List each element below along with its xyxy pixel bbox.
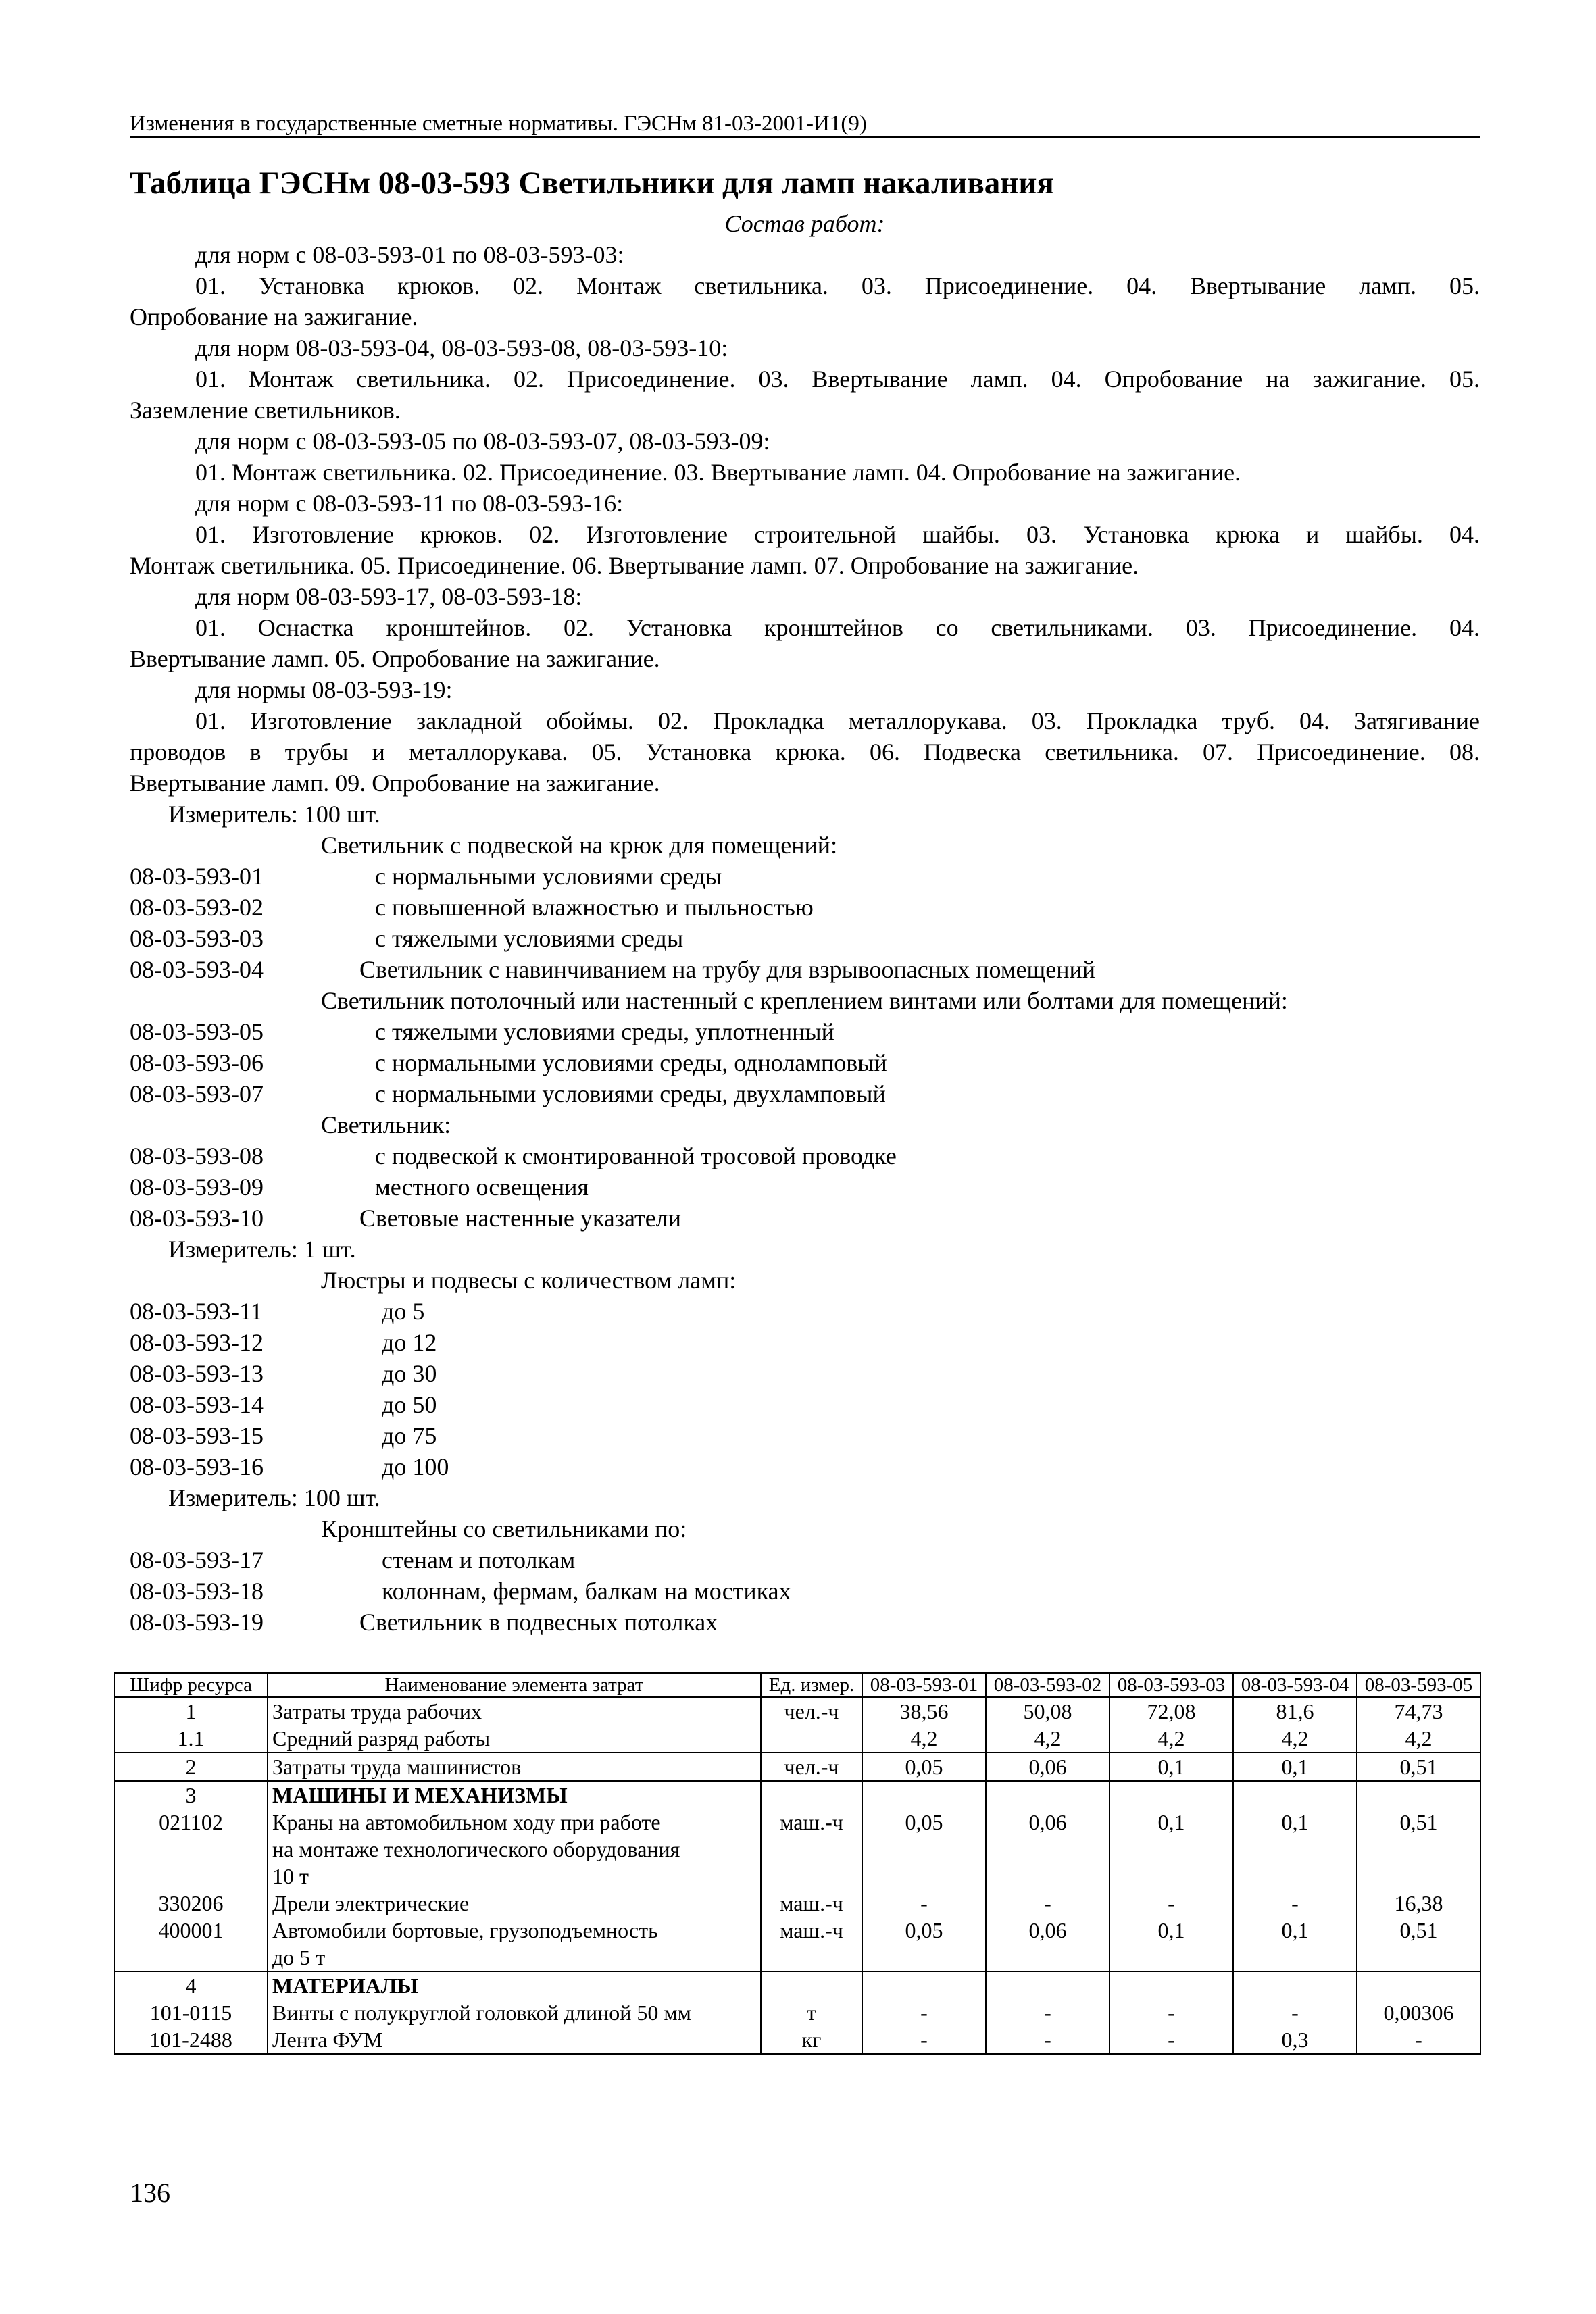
work-group-applies-to: для норм 08-03-593-17, 08-03-593-18:	[195, 583, 582, 610]
cell-value: 0,06	[986, 1917, 1109, 1971]
norm-row	[130, 892, 1480, 923]
section-title: МАШИНЫ И МЕХАНИЗМЫ	[268, 1781, 761, 1809]
norm-code: 08-03-593-06	[130, 1049, 264, 1076]
norm-name: с нормальными условиями среды	[375, 863, 722, 890]
cell-value	[1233, 1971, 1357, 1999]
header-rule	[130, 136, 1480, 138]
resource-table	[114, 1672, 1481, 2055]
cell-name	[268, 1809, 761, 1890]
header-norm: 08-03-593-01	[862, 1673, 986, 1697]
cell-value: 0,1	[1233, 1809, 1357, 1890]
work-group-applies-to: для нормы 08-03-593-19:	[195, 676, 453, 703]
norm-name: Светильник в подвесных потолках	[359, 1609, 718, 1636]
cell-value	[1109, 1971, 1233, 1999]
work-group-text	[130, 270, 1480, 332]
measure-unit: Измеритель: 100 шт.	[168, 801, 380, 828]
norm-name: до 30	[382, 1360, 437, 1387]
norm-row	[130, 1296, 1480, 1327]
cell-value: -	[986, 1890, 1109, 1917]
cell-unit	[761, 1971, 862, 1999]
work-line: 01. Монтаж светильника. 02. Присоединение. 03. Ввертывание ламп. 04. Опробование на зажигание.	[195, 459, 1241, 486]
cell-value: 0,3	[1233, 2026, 1357, 2054]
norm-name: Светильник с навинчиванием на трубу для взрывоопасных помещений	[359, 956, 1096, 983]
work-line: Ввертывание ламп. 09. Опробование на зажигание.	[130, 770, 660, 797]
cell-value	[1109, 1781, 1233, 1809]
table-section-row	[114, 1781, 1480, 1809]
cell-code: 330206	[114, 1890, 268, 1917]
header-name: Наименование элемента затрат	[268, 1673, 761, 1697]
cell-code: 101-0115	[114, 1999, 268, 2026]
norm-subheading: Люстры и подвесы с количеством ламп:	[321, 1267, 737, 1294]
cell-value: 0,1	[1109, 1917, 1233, 1971]
norm-row	[130, 1016, 1480, 1047]
cell-name: Лента ФУМ	[268, 2026, 761, 2054]
norm-name: до 100	[382, 1453, 449, 1480]
cell-name-line: на монтаже технологического оборудования	[272, 1837, 680, 1861]
table-title: Таблица ГЭСНм 08-03-593 Светильники для ламп накаливания	[130, 166, 1054, 201]
norm-row	[130, 1451, 1480, 1482]
cell-name-line: 10 т	[272, 1864, 309, 1888]
work-line: проводов в трубы и металлорукава. 05. Установка крюка. 06. Подвеска светильника. 07. Присоединение. 08.	[130, 738, 1480, 765]
norm-code: 08-03-593-05	[130, 1018, 264, 1045]
cell-unit: т	[761, 1999, 862, 2026]
cell-value: 0,1	[1109, 1753, 1233, 1781]
cell-unit: кг	[761, 2026, 862, 2054]
norm-row	[130, 1420, 1480, 1451]
cell-unit: маш.-ч	[761, 1809, 862, 1890]
work-group-text	[130, 363, 1480, 426]
cell-value: 0,51	[1357, 1753, 1480, 1781]
norm-name: с подвеской к смонтированной тросовой проводке	[375, 1142, 897, 1169]
body-text	[130, 208, 1480, 1638]
norm-row	[130, 1544, 1480, 1576]
norm-row	[130, 1140, 1480, 1172]
cell-value: 0,1	[1109, 1809, 1233, 1890]
cell-value: 0,05	[862, 1809, 986, 1890]
norm-code: 08-03-593-02	[130, 894, 264, 921]
cell-code: 4	[114, 1971, 268, 1999]
norm-name: с тяжелыми условиями среды	[375, 925, 684, 952]
table-row	[114, 1697, 1480, 1725]
cell-value	[1233, 1781, 1357, 1809]
cell-value: 4,2	[1233, 1725, 1357, 1753]
cell-code: 021102	[114, 1809, 268, 1890]
norm-code: 08-03-593-01	[130, 863, 264, 890]
norm-code: 08-03-593-08	[130, 1142, 264, 1169]
cell-unit: чел.-ч	[761, 1753, 862, 1781]
header-norm: 08-03-593-05	[1357, 1673, 1480, 1697]
norm-row	[130, 1047, 1480, 1078]
cell-unit	[761, 1781, 862, 1809]
cell-value: -	[986, 2026, 1109, 2054]
cell-name-line: Автомобили бортовые, грузоподъемность	[272, 1918, 658, 1942]
cell-value: -	[1109, 1999, 1233, 2026]
norm-row	[130, 861, 1480, 892]
table-row	[114, 1917, 1480, 1971]
norm-code: 08-03-593-04	[130, 956, 264, 983]
norm-code: 08-03-593-07	[130, 1080, 264, 1107]
norm-subheading: Светильник:	[321, 1111, 451, 1138]
norm-name: до 75	[382, 1422, 437, 1449]
work-line: Заземление светильников.	[130, 397, 401, 424]
table-row	[114, 1890, 1480, 1917]
work-group-applies-to: для норм с 08-03-593-01 по 08-03-593-03:	[195, 241, 624, 268]
norm-row	[130, 1576, 1480, 1607]
norm-code: 08-03-593-13	[130, 1360, 264, 1387]
cell-unit: чел.-ч	[761, 1697, 862, 1725]
cell-value: -	[1233, 1999, 1357, 2026]
norm-code: 08-03-593-15	[130, 1422, 264, 1449]
norm-code: 08-03-593-10	[130, 1205, 264, 1232]
cell-value: 50,08	[986, 1697, 1109, 1725]
norm-row	[130, 1358, 1480, 1389]
work-group-text	[130, 612, 1480, 674]
table-row	[114, 2026, 1480, 2054]
table-row	[114, 1999, 1480, 2026]
cell-name: Средний разряд работы	[268, 1725, 761, 1753]
cell-value: -	[1233, 1890, 1357, 1917]
norm-name: с повышенной влажностью и пыльностью	[375, 894, 814, 921]
cell-unit: маш.-ч	[761, 1890, 862, 1917]
measure-unit: Измеритель: 100 шт.	[168, 1484, 380, 1511]
work-line: 01. Изготовление крюков. 02. Изготовление строительной шайбы. 03. Установка крюка и шайбы. 04.	[195, 521, 1480, 548]
norm-name: до 5	[382, 1298, 425, 1325]
cell-value: 0,1	[1233, 1753, 1357, 1781]
norm-code: 08-03-593-18	[130, 1578, 264, 1605]
cell-value	[862, 1781, 986, 1809]
header-code: Шифр ресурса	[114, 1673, 268, 1697]
norm-row	[130, 1203, 1480, 1234]
cell-code: 400001	[114, 1917, 268, 1971]
norm-subheading: Светильник потолочный или настенный с креплением винтами или болтами для помещений:	[321, 987, 1288, 1014]
norm-code: 08-03-593-09	[130, 1174, 264, 1201]
cell-value: 4,2	[862, 1725, 986, 1753]
norm-subheading: Кронштейны со светильниками по:	[321, 1515, 687, 1542]
cell-value: -	[862, 1890, 986, 1917]
cell-value: 4,2	[986, 1725, 1109, 1753]
cell-value: 0,51	[1357, 1917, 1480, 1971]
table-header-row	[114, 1673, 1480, 1697]
norm-row	[130, 923, 1480, 954]
cell-value: 4,2	[1109, 1725, 1233, 1753]
norm-row	[130, 954, 1480, 985]
work-line: 01. Оснастка кронштейнов. 02. Установка кронштейнов со светильниками. 03. Присоединение. 04.	[195, 614, 1480, 641]
norm-row	[130, 1327, 1480, 1358]
norm-row	[130, 1078, 1480, 1109]
norm-code: 08-03-593-12	[130, 1329, 264, 1356]
work-composition-heading: Состав работ:	[724, 210, 885, 237]
table-row	[114, 1753, 1480, 1781]
table-row	[114, 1809, 1480, 1890]
norm-row	[130, 1389, 1480, 1420]
cell-value: 0,06	[986, 1753, 1109, 1781]
cell-unit	[761, 1725, 862, 1753]
work-line: Ввертывание ламп. 05. Опробование на зажигание.	[130, 645, 660, 672]
norm-name: колоннам, фермам, балкам на мостиках	[382, 1578, 791, 1605]
measure-unit: Измеритель: 1 шт.	[168, 1236, 356, 1263]
norm-code: 08-03-593-16	[130, 1453, 264, 1480]
cell-value	[986, 1781, 1109, 1809]
norm-code: 08-03-593-11	[130, 1298, 263, 1325]
header-norm: 08-03-593-02	[986, 1673, 1109, 1697]
cell-code: 101-2488	[114, 2026, 268, 2054]
header-norm: 08-03-593-03	[1109, 1673, 1233, 1697]
cell-value: 0,05	[862, 1753, 986, 1781]
work-group-applies-to: для норм с 08-03-593-05 по 08-03-593-07, 08-03-593-09:	[195, 428, 770, 455]
norm-name: до 50	[382, 1391, 437, 1418]
cell-value: 0,51	[1357, 1809, 1480, 1890]
norm-name: с нормальными условиями среды, двухламповый	[375, 1080, 886, 1107]
norm-name: с тяжелыми условиями среды, уплотненный	[375, 1018, 834, 1045]
norm-name: с нормальными условиями среды, одноламповый	[375, 1049, 887, 1076]
cell-unit: маш.-ч	[761, 1917, 862, 1971]
table-row	[114, 1725, 1480, 1753]
norm-code: 08-03-593-14	[130, 1391, 264, 1418]
cell-value	[986, 1971, 1109, 1999]
work-line: 01. Изготовление закладной обоймы. 02. Прокладка металлорукава. 03. Прокладка труб. 04. Затягивание	[195, 707, 1480, 734]
cell-value	[1357, 1781, 1480, 1809]
cell-value: 0,05	[862, 1917, 986, 1971]
cell-name	[268, 1917, 761, 1971]
header-norm: 08-03-593-04	[1233, 1673, 1357, 1697]
norm-code: 08-03-593-17	[130, 1546, 264, 1574]
cell-value	[862, 1971, 986, 1999]
work-group-text	[130, 705, 1480, 799]
work-group-applies-to: для норм с 08-03-593-11 по 08-03-593-16:	[195, 490, 624, 517]
norm-name: Световые настенные указатели	[359, 1205, 681, 1232]
norm-row	[130, 1607, 1480, 1638]
running-header: Изменения в государственные сметные нормативы. ГЭСНм 81-03-2001-И1(9)	[130, 111, 867, 136]
cell-name-line: до 5 т	[272, 1945, 326, 1969]
cell-name: Затраты труда машинистов	[268, 1753, 761, 1781]
page-number: 136	[130, 2178, 170, 2208]
header-unit: Ед. измер.	[761, 1673, 862, 1697]
cell-value	[1357, 1971, 1480, 1999]
table-section-row	[114, 1971, 1480, 1999]
cell-value: 38,56	[862, 1697, 986, 1725]
cell-code: 2	[114, 1753, 268, 1781]
cell-value: -	[986, 1999, 1109, 2026]
cell-name: Затраты труда рабочих	[268, 1697, 761, 1725]
cell-value: 81,6	[1233, 1697, 1357, 1725]
cell-code: 1.1	[114, 1725, 268, 1753]
norm-code: 08-03-593-03	[130, 925, 264, 952]
cell-value: 16,38	[1357, 1890, 1480, 1917]
cell-value: 0,00306	[1357, 1999, 1480, 2026]
work-line: Монтаж светильника. 05. Присоединение. 06. Ввертывание ламп. 07. Опробование на зажигание.	[130, 552, 1139, 579]
cell-code: 1	[114, 1697, 268, 1725]
cell-name: Винты с полукруглой головкой длиной 50 мм	[268, 1999, 761, 2026]
work-line: 01. Установка крюков. 02. Монтаж светильника. 03. Присоединение. 04. Ввертывание ламп. 05.	[195, 272, 1480, 299]
cell-value: 0,06	[986, 1809, 1109, 1890]
cell-value: -	[1357, 2026, 1480, 2054]
norm-code: 08-03-593-19	[130, 1609, 264, 1636]
norm-row	[130, 1172, 1480, 1203]
cell-value: -	[1109, 2026, 1233, 2054]
norm-subheading: Светильник с подвеской на крюк для помещений:	[321, 832, 838, 859]
norm-name: стенам и потолкам	[382, 1546, 576, 1574]
cell-name-line: Краны на автомобильном ходу при работе	[272, 1810, 661, 1834]
work-group-applies-to: для норм 08-03-593-04, 08-03-593-08, 08-03-593-10:	[195, 334, 728, 361]
work-group-text	[130, 519, 1480, 581]
norm-name: местного освещения	[375, 1174, 589, 1201]
cell-value: 4,2	[1357, 1725, 1480, 1753]
cell-value: -	[862, 1999, 986, 2026]
cell-value: 74,73	[1357, 1697, 1480, 1725]
section-title: МАТЕРИАЛЫ	[268, 1971, 761, 1999]
work-line: Опробование на зажигание.	[130, 303, 418, 330]
cell-value: 72,08	[1109, 1697, 1233, 1725]
cell-value: -	[862, 2026, 986, 2054]
cell-name: Дрели электрические	[268, 1890, 761, 1917]
cell-value: -	[1109, 1890, 1233, 1917]
cell-code: 3	[114, 1781, 268, 1809]
norm-name: до 12	[382, 1329, 437, 1356]
cell-value: 0,1	[1233, 1917, 1357, 1971]
work-line: 01. Монтаж светильника. 02. Присоединение. 03. Ввертывание ламп. 04. Опробование на зажигание. 05.	[195, 366, 1480, 393]
